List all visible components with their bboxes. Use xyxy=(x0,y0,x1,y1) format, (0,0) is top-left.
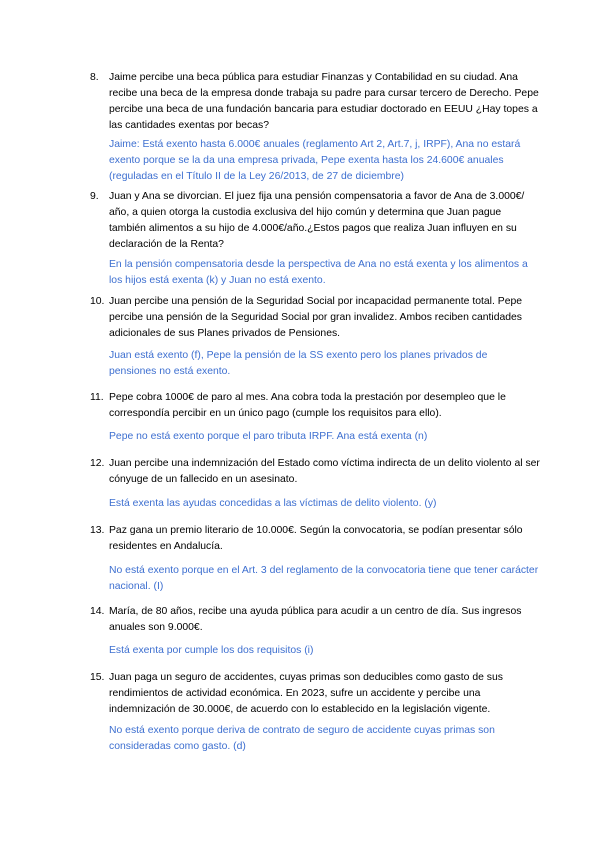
answer-text xyxy=(109,563,549,595)
text-line: Juan está exento (f), Pepe la pensión de la SS exento pero los planes privados de xyxy=(109,350,488,361)
question-number: 14. xyxy=(90,606,105,617)
answer-text xyxy=(109,348,549,380)
question-text xyxy=(109,670,549,718)
question-number: 13. xyxy=(90,525,105,536)
text-line: Paz gana un premio literario de 10.000€. Según la convocatoria, se podían presentar sólo xyxy=(109,525,523,536)
text-line: nacional. (I) xyxy=(109,581,164,592)
text-line: Pepe no está exento porque el paro tributa IRPF. Ana está exenta (n) xyxy=(109,431,428,442)
question-number: 10. xyxy=(90,296,105,307)
text-line: Juan paga un seguro de accidentes, cuyas primas son deducibles como gasto de sus xyxy=(109,672,503,683)
text-line: Está exenta por cumple los dos requisitos (i) xyxy=(109,645,314,656)
question-text xyxy=(109,390,549,422)
text-line: exento porque se la da una empresa privada, Pepe exenta hasta los 24.600€ anuales xyxy=(109,155,504,166)
question-text xyxy=(109,189,549,253)
text-line: No está exento porque en el Art. 3 del reglamento de la convocatoria tiene que tener carácter xyxy=(109,565,539,576)
answer-text xyxy=(109,643,549,659)
text-line: año, a quien otorga la custodia exclusiva del hijo común y determina que Juan pague xyxy=(109,207,502,218)
text-line: Jaime percibe una beca pública para estudiar Finanzas y Contabilidad en su ciudad. Ana xyxy=(109,72,518,83)
text-line: indemnización de 30.000€, de acuerdo con lo establecido en la legislación vigente. xyxy=(109,704,491,715)
text-line: percibe una pensión de la Seguridad Social por gran invalidez. Ambos reciben cantidades xyxy=(109,312,523,323)
text-line: declaración de la Renta? xyxy=(109,239,224,250)
answer-text xyxy=(109,723,549,755)
question-text xyxy=(109,294,549,342)
question-text xyxy=(109,604,549,636)
question-number: 9. xyxy=(90,191,99,202)
text-line: (reguladas en el Título II de la Ley 26/2013, de 27 de diciembre) xyxy=(109,171,404,182)
text-line: No está exento porque deriva de contrato de seguro de accidente cuyas primas son xyxy=(109,725,495,736)
text-line: también alimentos a su hijo de 4.000€/año.¿Estos pagos que realiza Juan influyen en su xyxy=(109,223,517,234)
text-line: María, de 80 años, recibe una ayuda pública para acudir a un centro de día. Sus ingresos xyxy=(109,606,522,617)
text-line: las cantidades exentas por becas? xyxy=(109,120,270,131)
question-text xyxy=(109,456,549,488)
text-line: cónyuge de un fallecido en un asesinato. xyxy=(109,474,298,485)
text-line: Está exenta las ayudas concedidas a las víctimas de delito violento. (y) xyxy=(109,498,437,509)
text-line: Jaime: Está exento hasta 6.000€ anuales (reglamento Art 2, Art.7, j, IRPF), Ana no estará xyxy=(109,139,521,150)
question-number: 12. xyxy=(90,458,105,469)
text-line: consideradas como gasto. (d) xyxy=(109,741,246,752)
answer-text xyxy=(109,496,549,512)
text-line: adicionales de sus Planes privados de Pensiones. xyxy=(109,328,341,339)
answer-text xyxy=(109,257,549,289)
text-line: residentes en Andalucía. xyxy=(109,541,223,552)
text-line: recibe una beca de la empresa donde trabaja su padre para cursar tercero de Derecho. Pepe xyxy=(109,88,539,99)
text-line: En la pensión compensatoria desde la perspectiva de Ana no está exenta y los alimentos a xyxy=(109,259,528,270)
text-line: Juan percibe una pensión de la Seguridad Social por incapacidad permanente total. Pepe xyxy=(109,296,523,307)
text-line: correspondía percibir en un único pago (cumple los requisitos para ello). xyxy=(109,408,442,419)
text-line: percibe una beca de una fundación bancaria para estudiar doctorado en EEUU ¿Hay topes a xyxy=(109,104,538,115)
text-line: pensiones no está exento. xyxy=(109,366,231,377)
question-number: 11. xyxy=(90,392,104,403)
answer-text xyxy=(109,137,549,185)
text-line: Juan y Ana se divorcian. El juez fija una pensión compensatoria a favor de Ana de 3.000€/ xyxy=(109,191,525,202)
text-line: anuales son 9.000€. xyxy=(109,622,203,633)
text-line: Pepe cobra 1000€ de paro al mes. Ana cobra toda la prestación por desempleo que le xyxy=(109,392,506,403)
question-number: 8. xyxy=(90,72,99,83)
text-line: rendimientos de actividad económica. En 2023, sufre un accidente y percibe una xyxy=(109,688,481,699)
text-line: los hijos está exenta (k) y Juan no está exento. xyxy=(109,275,326,286)
question-text xyxy=(109,70,549,134)
question-text xyxy=(109,523,549,555)
text-line: Juan percibe una indemnización del Estado como víctima indirecta de un delito violento al ser xyxy=(109,458,540,469)
question-number: 15. xyxy=(90,672,105,683)
answer-text xyxy=(109,429,549,445)
